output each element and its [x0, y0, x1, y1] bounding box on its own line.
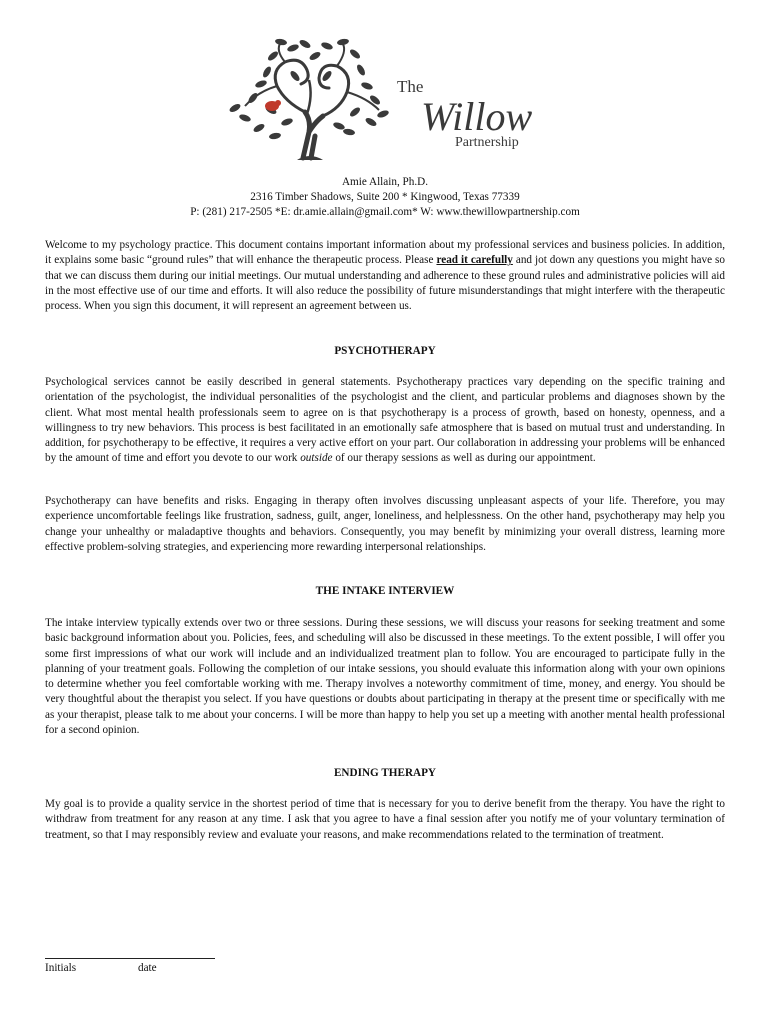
willow-partnership-logo	[215, 36, 560, 166]
logo-willow-text: Willow	[421, 94, 533, 139]
psychotherapy-text-1: Psychological services cannot be easily described in general statements. Psychotherapy practices vary depending on the specific training and orientation of the psychologist, the individual personalities of the psychologist and the client, and particular problems and diagnoses shown by the client. What most mental health professionals seem to agree on is that psychotherapy is a process of growth, based on honesty, openness, and a willingness to try new behaviors. This process is best facilitated in an emotionally safe atmosphere that is based on mutual trust and understanding. In addition, for psychotherapy to be effective, it requires a very active effort on your part. Our collaboration in addressing your problems will be enhanced by the amount of time and effort you devote to our work	[45, 376, 725, 465]
logo-partnership-text: Partnership	[455, 135, 519, 150]
intake-heading: THE INTAKE INTERVIEW	[315, 585, 455, 597]
ending-paragraph: My goal is to provide a quality service in the shortest period of time that is necessary for you to derive benefit from the therapy. You have the right to withdraw from treatment for any reason at any time. I ask that you agree to have a final session after you notify me of your voluntary termination of treatment, so that I may responsibly review and evaluate your reasons, and make recommendations related to the termination of treatment.	[45, 798, 725, 841]
willow-tree-icon	[215, 36, 560, 166]
initials-signature-line[interactable]	[45, 957, 215, 959]
office-address: 2316 Timber Shadows, Suite 200 * Kingwood, Texas 77339	[250, 191, 520, 203]
psychotherapy-paragraph-1	[45, 375, 725, 467]
intro-text-2: and jot down any questions you might have so that we can discuss them during our initial meetings. Our mutual understanding and adherence to these ground rules and administrative policies will aid in the most effective use of our time and efforts. It will also reduce the possibility of future misunderstandings that might interfere with the therapeutic process. When you sign this document, it will represent an agreement between us.	[45, 254, 725, 313]
doctor-name: Amie Allain, Ph.D.	[341, 176, 429, 188]
date-label: date	[138, 962, 157, 974]
intake-paragraph: The intake interview typically extends over two or three sessions. During these sessions, we will discuss your reasons for seeking treatment and some basic background information about you. Policies, fees, and scheduling will also be discussed in these meetings. To the extent possible, I will offer you some first impressions of what our work will include and an individualized treatment plan to follow. You are encouraged to participate fully in the planning of your treatment goals. Following the completion of our intake sessions, you should evaluate this information along with your own opinions to determine whether you feel comfortable working with me. Therapy involves a noteworthy commitment of time, money, and energy. You should be very thoughtful about the therapist you select. If you have questions or doubts about participating in therapy at the present time or specifically with me as your therapist, please talk to me about your concerns. I will be more than happy to help you set up a meeting with another mental health professional for a second opinion.	[45, 617, 725, 737]
initials-label: Initials	[45, 962, 77, 974]
intro-emphasis: read it carefully	[436, 254, 513, 267]
psychotherapy-paragraph-2: Psychotherapy can have benefits and risks. Engaging in therapy often involves discussing unpleasant aspects of your life. Therefore, you may experience uncomfortable feelings like frustration, sadness, guilt, anger, loneliness, and helplessness. On the other hand, psychotherapy may help you change your unhealthy or maladaptive thoughts and behaviors. Consequently, you may benefit by minimizing your overall distress, learning more effective problem-solving strategies, and experiencing more rewarding interpersonal relationships.	[45, 495, 725, 553]
contact-block	[0, 175, 770, 220]
intro-paragraph	[45, 238, 725, 314]
psychotherapy-heading: PSYCHOTHERAPY	[334, 345, 436, 357]
intro-text-1: Welcome to my psychology practice. This document contains important information about my professional services and business policies. In addition, it explains some basic “ground rules” that will enhance the therapeutic process. Please	[45, 239, 725, 267]
ending-heading: ENDING THERAPY	[333, 767, 437, 779]
psychotherapy-text-2: of our therapy sessions as well as during our appointment.	[332, 452, 596, 465]
psychotherapy-italic: outside	[300, 452, 333, 465]
logo-the-text: The	[397, 77, 424, 96]
phone-email-website: P: (281) 217-2505 *E: dr.amie.allain@gmail.com* W: www.thewillowpartnership.com	[190, 206, 580, 218]
